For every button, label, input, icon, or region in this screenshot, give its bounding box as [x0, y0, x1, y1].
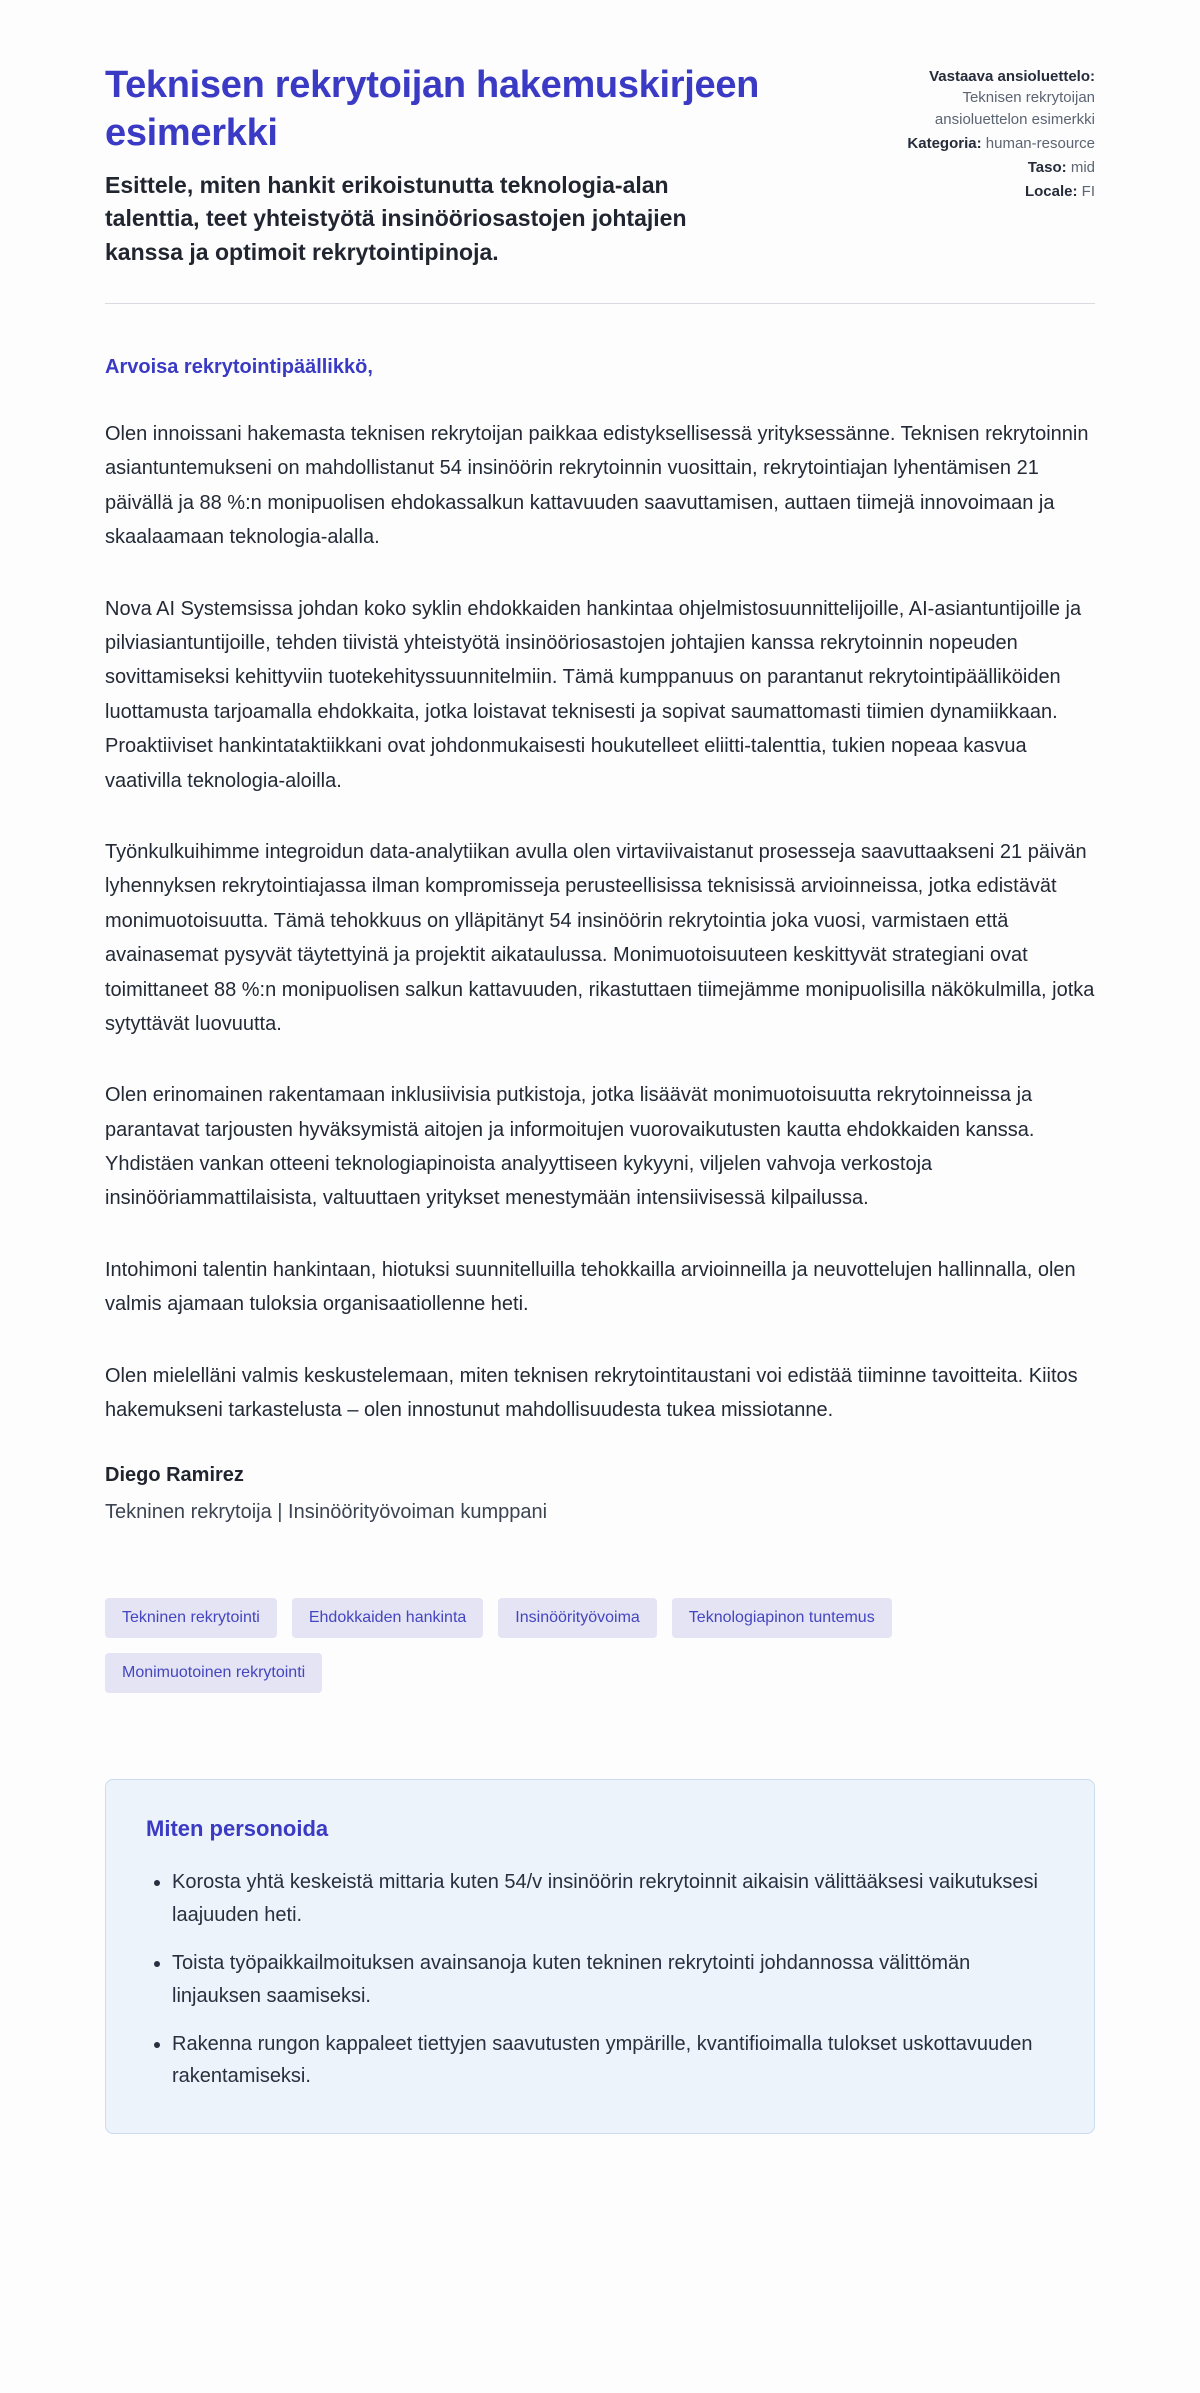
tag-chip[interactable]: Ehdokkaiden hankinta	[292, 1598, 483, 1638]
header-divider	[105, 303, 1095, 304]
page-subtitle: Esittele, miten hankit erikoistunutta teknologia-alan talenttia, teet yhteistyötä insinööriosastojen johtajien kanssa ja optimoit rekrytointipinoja.	[105, 172, 687, 265]
personalization-tips-box	[105, 1779, 1095, 2133]
meta-value: Teknisen rekrytoijan ansioluettelon esimerkki	[934, 89, 1095, 128]
header-title-block	[105, 62, 765, 269]
letter-paragraph: Intohimoni talentin hankintaan, hiotuksi suunnitelluilla tehokkailla arvioinneilla ja neuvottelujen hallinnalla, olen valmis ajamaan tuloksia organisaatiollenne heti.	[105, 1258, 1076, 1316]
meta-label: Taso:	[1027, 159, 1067, 177]
signature-block	[105, 1464, 1095, 1524]
meta-label: Vastaava ansioluettelo:	[929, 68, 1095, 85]
salutation: Arvoisa rekrytointipäällikkö,	[105, 356, 373, 379]
signature-name: Diego Ramirez	[105, 1464, 244, 1487]
tip-item: • Korosta yhtä keskeistä mittaria kuten 54/v insinöörin rekrytoinnit aikaisin välittääksesi vaikutuksesi laajuuden heti.	[172, 1866, 1054, 1931]
letter-body	[105, 356, 1095, 2134]
tag-list	[105, 1598, 1095, 1693]
meta-value: human-resource	[985, 134, 1095, 152]
tag-chip[interactable]: Insinöörityövoima	[498, 1598, 657, 1638]
meta-row	[900, 133, 1095, 154]
letter-paragraph: Olen erinomainen rakentamaan inklusiivisia putkistoja, jotka lisäävät monimuotoisuutta rekrytoinneissa ja parantavat tarjousten hyväksymistä aitojen ja informoitujen vuorovaikutusten kautta ehdokkaiden kanssa. Yhdistäen vankan otteeni teknologiapinoista analyyttiseen kykyyni, viljelen vahvoja verkostoja insinööriammattilaisista, valtuuttaen yritykset menestymään intensiivisessä kilpailussa.	[105, 1084, 1035, 1210]
cover-letter-page	[105, 0, 1095, 2244]
letter-paragraph: Olen innoissani hakemasta teknisen rekrytoijan paikkaa edistyksellisessä yrityksessänne. Teknisen rekrytoinnin asiantuntemukseni on mahdollistanut 54 insinöörin rekrytoinnin vuosittain, rekrytointiajan lyhentämisen 21 päivällä ja 88 %:n monipuolisen ehdokassalkun kattavuuden saavuttamisen, auttaen tiimejä innovoimaan ja skaalaamaan teknologia-alalla.	[105, 423, 1089, 549]
letter-paragraph: Nova AI Systemsissa johdan koko syklin ehdokkaiden hankintaa ohjelmistosuunnittelijoille, AI-asiantuntijoille ja pilviasiantuntijoille, tehden tiivistä yhteistyötä insinööriosastojen johtajien kanssa rekrytoinnin nopeuden sovittamiseksi kehittyviin tuotekehityssuunnitelmiin. Tämä kumppanuus on parantanut rekrytointipäälliköiden luottamusta tarjoamalla ehdokkaita, jotka loistavat teknisesti ja sopivat saumattomasti tiimien dynamiikkaan. Proaktiiviset hankintataktiikkani ovat johdonmukaisesti houkutelleet eliitti-talenttia, tukien nopeaa kasvua vaativilla teknologia-aloilla.	[105, 597, 1082, 792]
meta-value: mid	[1070, 159, 1095, 177]
meta-label: Locale:	[1024, 183, 1078, 201]
letter-paragraphs	[105, 417, 1095, 1427]
tag-chip[interactable]: Monimuotoinen rekrytointi	[105, 1653, 322, 1693]
meta-row	[900, 66, 1095, 130]
tag-chip[interactable]: Tekninen rekrytointi	[105, 1598, 277, 1638]
letter-paragraph: Työnkulkuihimme integroidun data-analytiikan avulla olen virtaviivaistanut prosesseja saavuttaakseni 21 päivän lyhennyksen rekrytointiajassa ilman kompromisseja perusteellisissa teknisissä arvioinneissa, jotka edistävät monimuotoisuutta. Tämä tehokkuus on ylläpitänyt 54 insinöörin rekrytointia joka vuosi, varmistaen että avainasemat pysyvät täytettyinä ja projektit aikataulussa. Monimuotoisuuteen keskittyvät strategiani ovat toimittaneet 88 %:n monipuolisen salkun kattavuuden, rikastuttaen tiimejämme monipuolisilla näkökulmilla, jotka sytyttävät luovuutta.	[105, 840, 1095, 1035]
meta-row	[900, 181, 1095, 202]
tag-chip[interactable]: Teknologiapinon tuntemus	[672, 1598, 892, 1638]
signature-role: Tekninen rekrytoija | Insinöörityövoiman kumppani	[105, 1501, 548, 1524]
page-header	[105, 62, 1095, 269]
tips-title: Miten personoida	[146, 1816, 329, 1842]
meta-panel	[900, 62, 1095, 206]
meta-row	[900, 157, 1095, 178]
tip-item: • Toista työpaikkailmoituksen avainsanoja kuten tekninen rekrytointi johdannossa välittömän linjauksen saamiseksi.	[172, 1947, 1054, 2012]
meta-value: FI	[1081, 183, 1095, 201]
page-title: Teknisen rekrytoijan hakemuskirjeen esimerkki	[105, 64, 760, 154]
tip-item: • Rakenna rungon kappaleet tiettyjen saavutusten ympärille, kvantifioimalla tulokset uskottavuuden rakentamiseksi.	[172, 2028, 1054, 2093]
letter-paragraph: Olen mielelläni valmis keskustelemaan, miten teknisen rekrytointitaustani voi edistää tiiminne tavoitteita. Kiitos hakemukseni tarkastelusta – olen innostunut mahdollisuudesta tukea missiotanne.	[105, 1364, 1078, 1422]
meta-label: Kategoria:	[907, 134, 982, 152]
tips-list	[172, 1866, 1054, 2092]
